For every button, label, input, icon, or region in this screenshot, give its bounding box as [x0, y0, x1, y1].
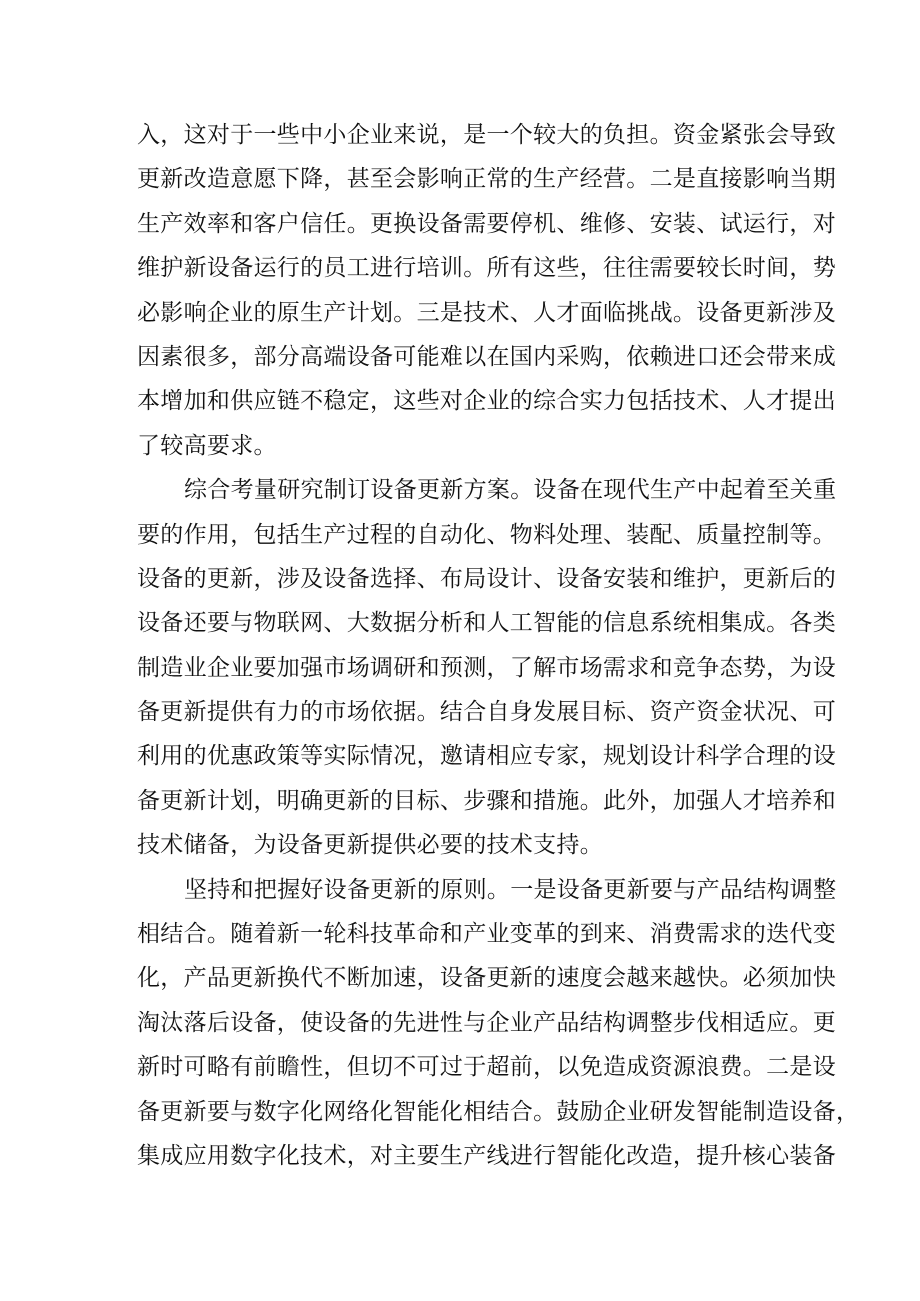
text-line: 了较高要求。 [137, 432, 277, 459]
text-line: 备更新要与数字化网络化智能化相结合。鼓励企业研发智能制造设备， [137, 1098, 860, 1125]
text-line: 相结合。随着新一轮科技革命和产业变革的到来、消费需求的迭代变 [137, 921, 836, 948]
text-line: 集成应用数字化技术，对主要生产线进行智能化改造，提升核心装备 [137, 1142, 836, 1169]
text-line: 因素很多，部分高端设备可能难以在国内采购，依赖进口还会带来成 [137, 343, 836, 370]
text-line: 本增加和供应链不稳定，这些对企业的综合实力包括技术、人才提出 [137, 388, 836, 415]
text-line: 淘汰落后设备，使设备的先进性与企业产品结构调整步伐相适应。更 [137, 1009, 836, 1036]
paragraph-update-principles [137, 868, 860, 1179]
text-line: 设备还要与物联网、大数据分析和人工智能的信息系统相集成。各类 [137, 610, 836, 637]
text-line: 设备的更新，涉及设备选择、布局设计、设备安装和维护，更新后的 [137, 565, 836, 592]
text-line: 备更新计划，明确更新的目标、步骤和措施。此外，加强人才培养和 [137, 787, 836, 814]
text-line: 坚持和把握好设备更新的原则。一是设备更新要与产品结构调整 [184, 876, 837, 903]
text-line: 综合考量研究制订设备更新方案。设备在现代生产中起着至关重 [184, 477, 837, 504]
text-line: 必影响企业的原生产计划。三是技术、人才面临挑战。设备更新涉及 [137, 299, 836, 326]
text-line: 技术储备，为设备更新提供必要的技术支持。 [137, 832, 603, 859]
text-line: 要的作用，包括生产过程的自动化、物料处理、装配、质量控制等。 [137, 521, 836, 548]
text-line: 入，这对于一些中小企业来说，是一个较大的负担。资金紧张会导致 [137, 122, 836, 148]
text-line: 更新改造意愿下降，甚至会影响正常的生产经营。二是直接影响当期 [137, 166, 836, 193]
paragraph-continuation [137, 113, 836, 468]
text-line: 新时可略有前瞻性，但切不可过于超前，以免造成资源浪费。二是设 [137, 1054, 836, 1081]
body-text [137, 113, 860, 1178]
text-line: 制造业企业要加强市场调研和预测，了解市场需求和竞争态势，为设 [137, 654, 836, 681]
paragraph-equipment-update-plan [137, 468, 837, 868]
text-line: 生产效率和客户信任。更换设备需要停机、维修、安装、试运行，对 [137, 210, 836, 237]
text-line: 备更新提供有力的市场依据。结合自身发展目标、资产资金状况、可 [137, 699, 836, 726]
text-line: 维护新设备运行的员工进行培训。所有这些，往往需要较长时间，势 [137, 255, 836, 282]
text-line: 利用的优惠政策等实际情况，邀请相应专家，规划设计科学合理的设 [137, 743, 836, 770]
text-line: 化，产品更新换代不断加速，设备更新的速度会越来越快。必须加快 [137, 965, 836, 992]
